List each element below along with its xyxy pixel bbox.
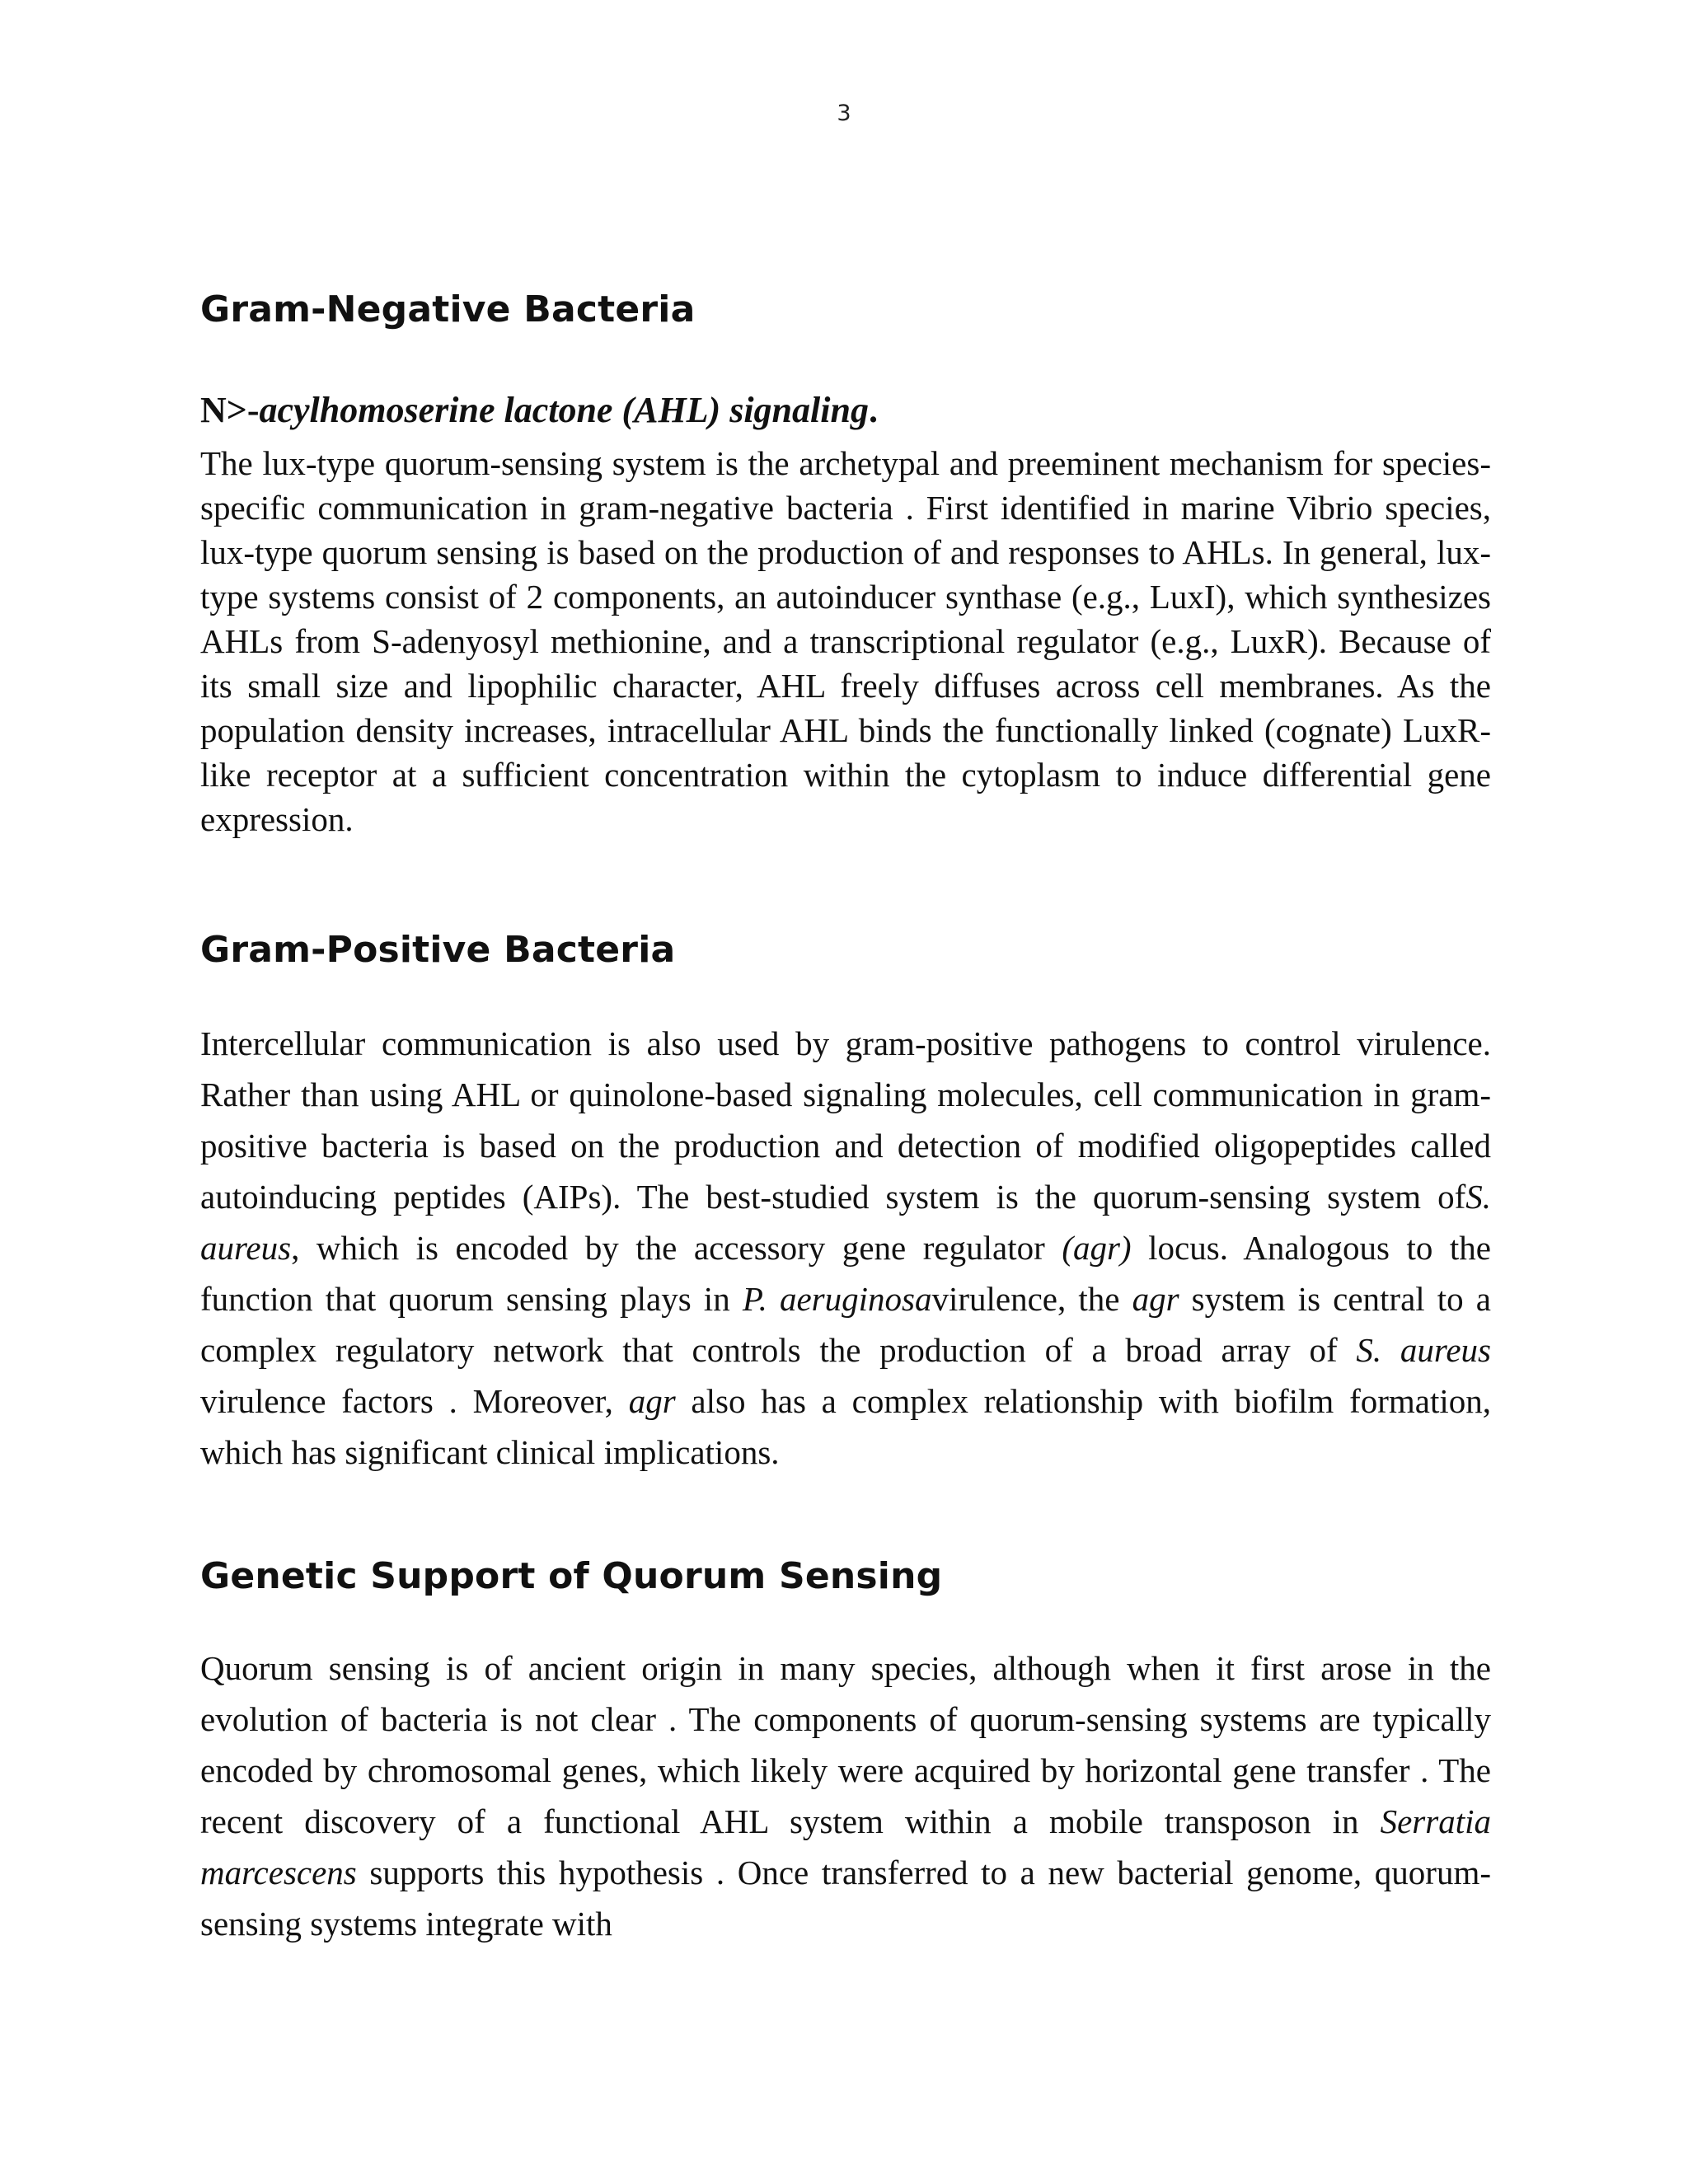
text-run: virulence, the — [931, 1280, 1132, 1318]
section-heading-gram-negative: Gram-Negative Bacteria — [200, 288, 696, 330]
text-run: virulence factors . Moreover, — [200, 1382, 629, 1420]
text-run: locus. Analogous to the function that quorum sensing plays in — [200, 1229, 1491, 1318]
species-name: Serratia marcescens — [200, 1802, 1491, 1891]
text-run: also has a complex relationship with biofilm formation, which has significant clinical implications. — [200, 1382, 1492, 1471]
gene-name: (agr) — [1062, 1229, 1132, 1267]
subheading-suffix: . — [868, 390, 878, 430]
text-run: Intercellular communication is also used by gram-positive pathogens to control virulence. Rather than using AHL or quinolone-based signaling molecules, cell communication in gram-positive bacteria is based on the production and detection of modified oligopeptides called autoinducing peptides (AIPs). The best-studied system is the quorum-sensing system of — [200, 1024, 1491, 1216]
gene-name: agr — [628, 1382, 676, 1420]
page-number: 3 — [837, 101, 851, 126]
text-run: Quorum sensing is of ancient origin in many species, although when it first arose in the evolution of bacteria is not clear . The components of quorum-sensing systems are typically encoded by chromosomal genes, which likely were acquired by horizontal gene transfer . The recent discovery of a functional AHL system within a mobile transposon in — [200, 1649, 1491, 1840]
subsection-heading-ahl-signaling — [200, 389, 1491, 431]
species-name: S. aureus — [1356, 1331, 1491, 1369]
subheading-prefix: N>- — [200, 390, 260, 430]
species-name: S. aureus — [200, 1178, 1491, 1267]
text-run: supports this hypothesis . Once transferred to a new bacterial genome, quorum-sensing systems integrate with — [200, 1854, 1491, 1943]
text-run: , which is encoded by the accessory gene regulator — [291, 1229, 1062, 1267]
subheading-italic: acylhomoserine lactone (AHL) signaling — [259, 390, 869, 430]
text-run: system is central to a complex regulatory network that controls the production of a broad array of — [200, 1280, 1492, 1369]
paragraph-genetic-support — [200, 1643, 1491, 1949]
species-name: P. aeruginosa — [742, 1280, 932, 1318]
section-heading-genetic-support: Genetic Support of Quorum Sensing — [200, 1555, 943, 1597]
paragraph-gram-positive — [200, 1018, 1491, 1478]
paragraph-gram-negative: The lux-type quorum-sensing system is the archetypal and preeminent mechanism for species-specific communication in gram-negative bacteria . First identified in marine Vibrio species, lux-type quorum sensing is based on the production of and responses to AHLs. In general, lux-type systems consist of 2 components, an autoinducer synthase (e.g., LuxI), which synthesizes AHLs from S-adenyosyl methionine, and a transcriptional regulator (e.g., LuxR). Because of its small size and lipophilic character, AHL freely diffuses across cell membranes. As the population density increases, intracellular AHL binds the functionally linked (cognate) LuxR-like receptor at a sufficient concentration within the cytoplasm to induce differential gene expression. — [200, 444, 1491, 838]
section-heading-gram-positive: Gram-Positive Bacteria — [200, 929, 676, 971]
gene-name: agr — [1132, 1280, 1179, 1318]
